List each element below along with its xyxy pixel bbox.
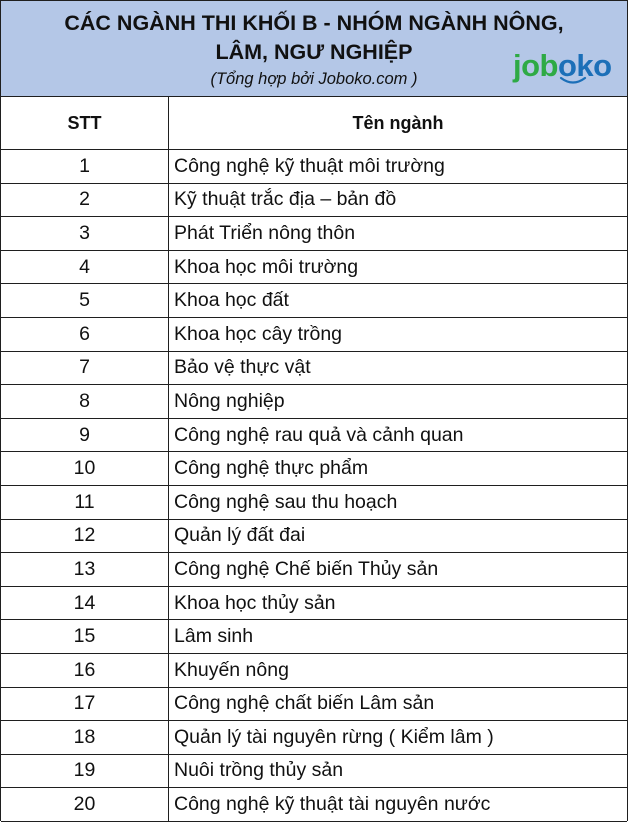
table-row xyxy=(1,318,627,352)
row-major-name: Công nghệ thực phẩm xyxy=(174,457,369,480)
table-row xyxy=(1,520,627,554)
table-row xyxy=(1,284,627,318)
table-row xyxy=(1,184,627,218)
table-header-banner xyxy=(1,1,627,97)
table-row xyxy=(1,788,627,822)
logo-smile-icon xyxy=(558,76,588,86)
row-stt: 1 xyxy=(1,150,169,183)
table-row xyxy=(1,721,627,755)
row-stt: 6 xyxy=(1,318,169,351)
row-major-name: Công nghệ sau thu hoạch xyxy=(174,490,398,513)
row-major-name: Bảo vệ thực vật xyxy=(174,356,311,379)
table-row xyxy=(1,452,627,486)
row-major-name: Nuôi trồng thủy sản xyxy=(174,759,344,782)
row-stt: 11 xyxy=(1,486,169,519)
row-major-name: Công nghệ chất biến Lâm sản xyxy=(174,692,435,715)
row-major-name: Kỹ thuật trắc địa – bản đồ xyxy=(174,188,397,211)
logo-text-part1: job xyxy=(513,48,558,83)
table-body xyxy=(1,150,627,822)
row-major-name: Khuyến nông xyxy=(174,658,289,681)
row-major-name: Lâm sinh xyxy=(174,625,254,648)
table-row xyxy=(1,620,627,654)
row-stt: 7 xyxy=(1,352,169,385)
title-line-2: LÂM, NGƯ NGHIỆP xyxy=(215,40,413,64)
row-stt: 15 xyxy=(1,620,169,653)
table-row xyxy=(1,352,627,386)
row-stt: 14 xyxy=(1,587,169,620)
row-major-name: Nông nghiệp xyxy=(174,389,285,412)
row-major-name: Quản lý tài nguyên rừng ( Kiểm lâm ) xyxy=(174,725,494,748)
row-major-name: Công nghệ rau quả và cảnh quan xyxy=(174,423,464,446)
table-row xyxy=(1,150,627,184)
column-header-stt: STT xyxy=(1,97,169,149)
row-major-name: Khoa học môi trường xyxy=(174,255,359,278)
column-header-row xyxy=(1,97,627,150)
row-major-name: Quản lý đất đai xyxy=(174,524,306,547)
table-row xyxy=(1,587,627,621)
row-stt: 10 xyxy=(1,452,169,485)
row-major-name: Công nghệ kỹ thuật môi trường xyxy=(174,154,445,177)
row-stt: 5 xyxy=(1,284,169,317)
column-header-name: Tên ngành xyxy=(352,112,444,133)
row-stt: 20 xyxy=(1,788,169,821)
row-stt: 9 xyxy=(1,419,169,452)
table-row xyxy=(1,419,627,453)
row-stt: 12 xyxy=(1,520,169,553)
table-row xyxy=(1,486,627,520)
row-stt: 17 xyxy=(1,688,169,721)
table-row xyxy=(1,654,627,688)
row-stt: 16 xyxy=(1,654,169,687)
table-row xyxy=(1,251,627,285)
table-row xyxy=(1,385,627,419)
row-stt: 3 xyxy=(1,217,169,250)
row-stt: 8 xyxy=(1,385,169,418)
row-stt: 18 xyxy=(1,721,169,754)
row-stt: 4 xyxy=(1,251,169,284)
logo-text-part2: oko xyxy=(558,48,612,83)
row-major-name: Khoa học đất xyxy=(174,289,289,312)
page-subtitle: (Tổng hợp bởi Joboko.com ) xyxy=(210,70,418,88)
row-stt: 13 xyxy=(1,553,169,586)
joboko-logo xyxy=(513,49,612,83)
table-row xyxy=(1,688,627,722)
table-row xyxy=(1,217,627,251)
table-row xyxy=(1,553,627,587)
row-major-name: Phát Triển nông thôn xyxy=(174,221,356,244)
table-row xyxy=(1,755,627,789)
row-major-name: Khoa học thủy sản xyxy=(174,591,336,614)
row-major-name: Công nghệ Chế biến Thủy sản xyxy=(174,557,439,580)
row-major-name: Khoa học cây trồng xyxy=(174,322,343,345)
row-stt: 19 xyxy=(1,755,169,788)
row-stt: 2 xyxy=(1,184,169,217)
row-major-name: Công nghệ kỹ thuật tài nguyên nước xyxy=(174,793,491,816)
title-line-1: CÁC NGÀNH THI KHỐI B - NHÓM NGÀNH NÔNG, xyxy=(64,11,564,35)
